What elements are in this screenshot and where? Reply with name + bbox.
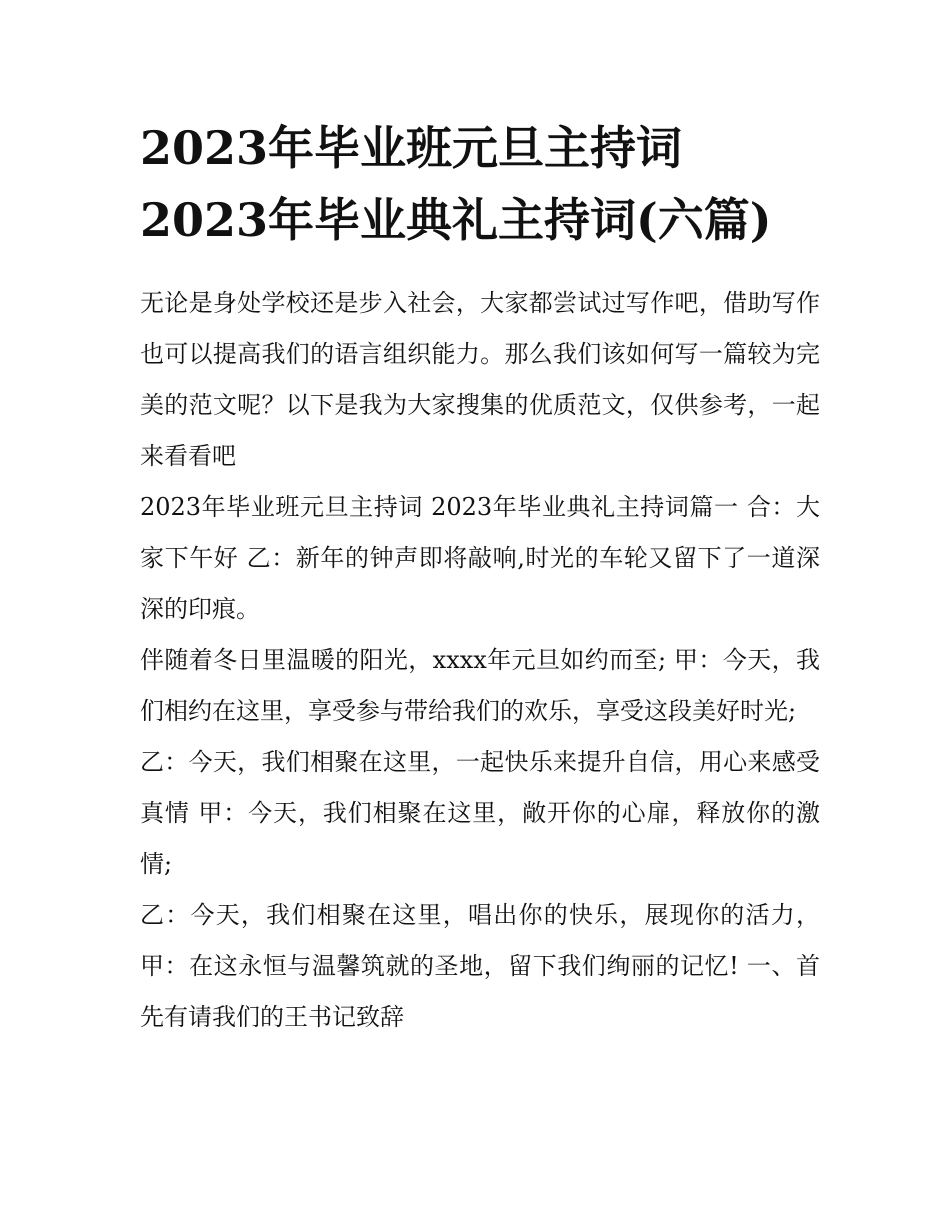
document-page [140, 112, 820, 1043]
paragraph-new-year: 伴随着冬日里温暖的阳光，xxxx年元旦如约而至; 甲：今天，我们相约在这里，享受参与带给我们的欢乐，享受这段美好时光; [140, 646, 820, 725]
document-title-line-1: 2023年毕业班元旦主持词 [140, 121, 683, 175]
paragraph-speech-invite: 乙：今天，我们相聚在这里，唱出你的快乐，展现你的活力，甲：在这永恒与温馨筑就的圣地，留下我们绚丽的记忆! 一、首先有请我们的王书记致辞 [140, 901, 820, 1031]
document-title-line-2: 2023年毕业典礼主持词(六篇) [140, 193, 772, 247]
paragraph-intro: 无论是身处学校还是步入社会，大家都尝试过写作吧，借助写作也可以提高我们的语言组织能力。那么我们该如何写一篇较为完美的范文呢？以下是我为大家搜集的优质范文，仅供参考，一起来看看吧 [140, 289, 820, 470]
document-body [140, 278, 820, 1043]
paragraph-gathering: 乙：今天，我们相聚在这里，一起快乐来提升自信，用心来感受真情 甲：今天，我们相聚在这里，敞开你的心扉，释放你的激情; [140, 748, 820, 878]
paragraph-opening: 2023年毕业班元旦主持词 2023年毕业典礼主持词篇一 合：大家下午好 乙：新年的钟声即将敲响,时光的车轮又留下了一道深深的印痕。 [140, 493, 820, 623]
